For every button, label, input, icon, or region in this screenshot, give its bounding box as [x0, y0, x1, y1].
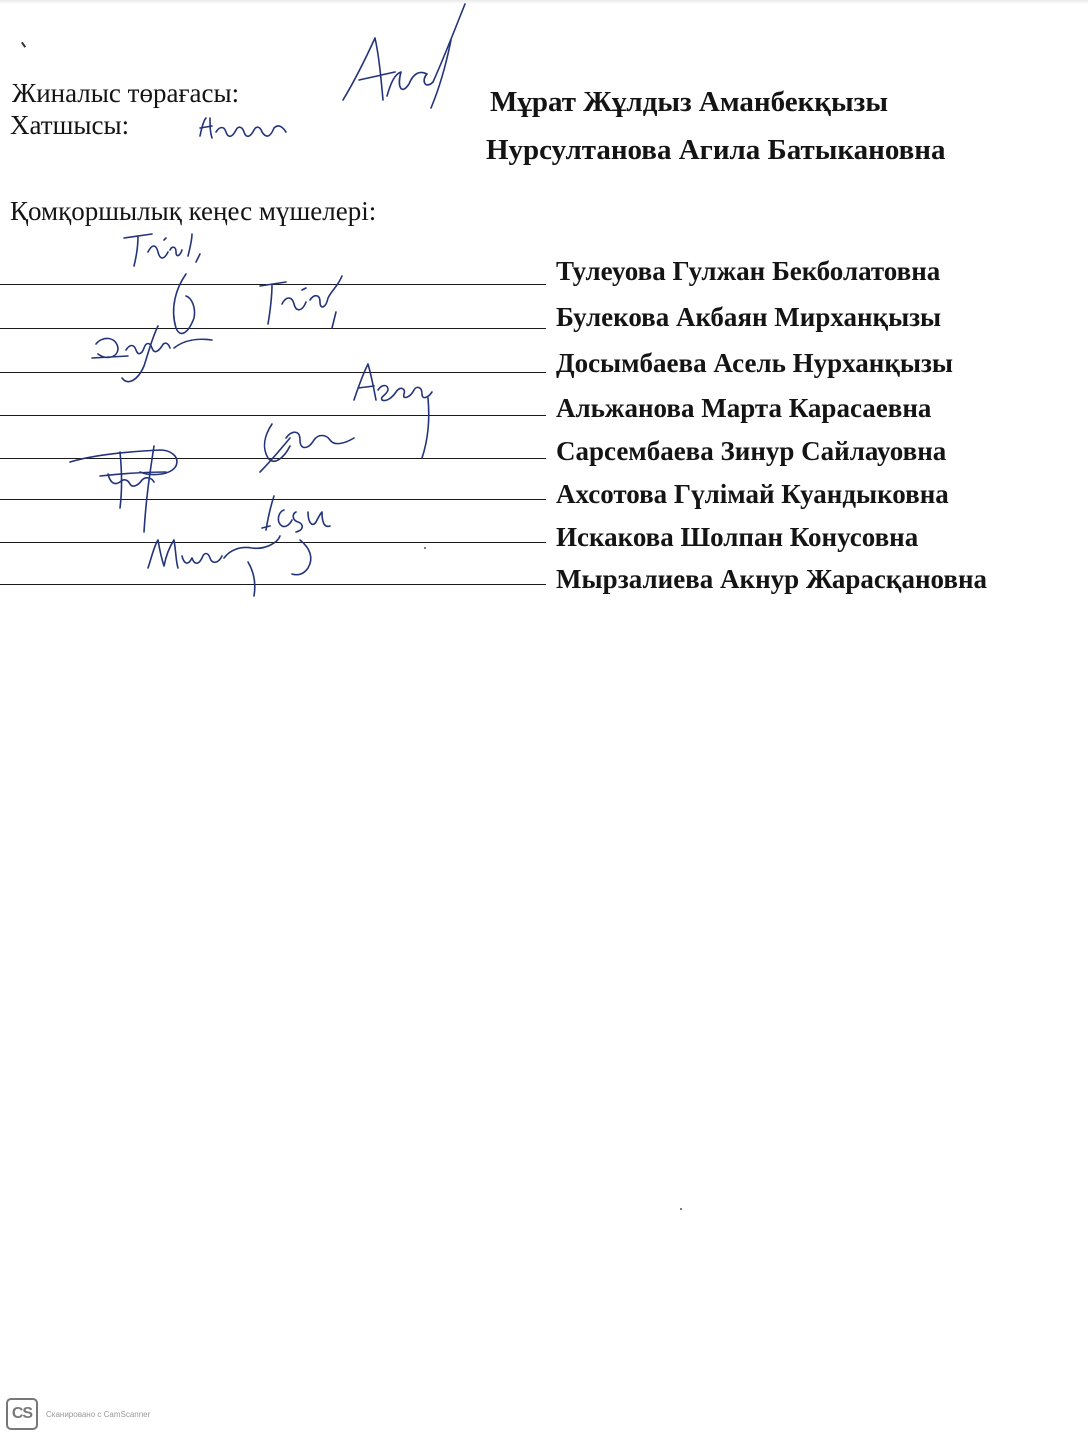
page-edge	[0, 0, 1088, 4]
signature-line	[0, 415, 546, 416]
scanner-note: Сканировано с CamScanner	[46, 1409, 151, 1419]
signature-line	[0, 499, 546, 500]
scanner-watermark	[6, 1398, 150, 1430]
secretary-name: Нурсултанова Агила Батыкановна	[486, 134, 946, 166]
member-row	[0, 350, 1088, 390]
member-row	[0, 258, 1088, 298]
scan-speck	[424, 547, 426, 549]
chair-signature	[335, 0, 475, 112]
chair-label: Жиналыс төрағасы:	[12, 78, 240, 108]
member-row	[0, 438, 1088, 478]
member-name: Булекова Акбаян Мирханқызы	[556, 302, 942, 332]
chair-name: Мұрат Жұлдыз Аманбекқызы	[490, 86, 888, 118]
member-name: Искакова Шолпан Конусовна	[556, 522, 919, 552]
member-name: Досымбаева Асель Нурханқызы	[556, 348, 953, 378]
member-row	[0, 304, 1088, 344]
member-name: Альжанова Марта Карасаевна	[556, 393, 932, 423]
member-row	[0, 481, 1088, 521]
member-name: Тулеуова Гулжан Бекболатовна	[556, 256, 941, 286]
secretary-signature	[196, 112, 296, 146]
member-row	[0, 395, 1088, 435]
signature-line	[0, 542, 546, 543]
signature-line	[0, 284, 546, 285]
member-row	[0, 524, 1088, 564]
signature-line	[0, 372, 546, 373]
member-row	[0, 566, 1088, 606]
signature-line	[0, 328, 546, 329]
member-name: Мырзалиева Акнур Жарасқановна	[556, 564, 987, 594]
member-name: Сарсембаева Зинур Сайлауовна	[556, 436, 947, 466]
signature-line	[0, 584, 546, 585]
signature-line	[0, 458, 546, 459]
staple-mark	[21, 38, 31, 48]
camscanner-logo: CS	[6, 1398, 38, 1430]
secretary-label: Хатшысы:	[10, 110, 130, 140]
council-heading: Қомқоршылық кеңес мүшелері:	[10, 196, 377, 226]
member-name: Ахсотова Гүлімай Куандыковна	[556, 479, 949, 509]
scan-speck	[680, 1208, 682, 1210]
